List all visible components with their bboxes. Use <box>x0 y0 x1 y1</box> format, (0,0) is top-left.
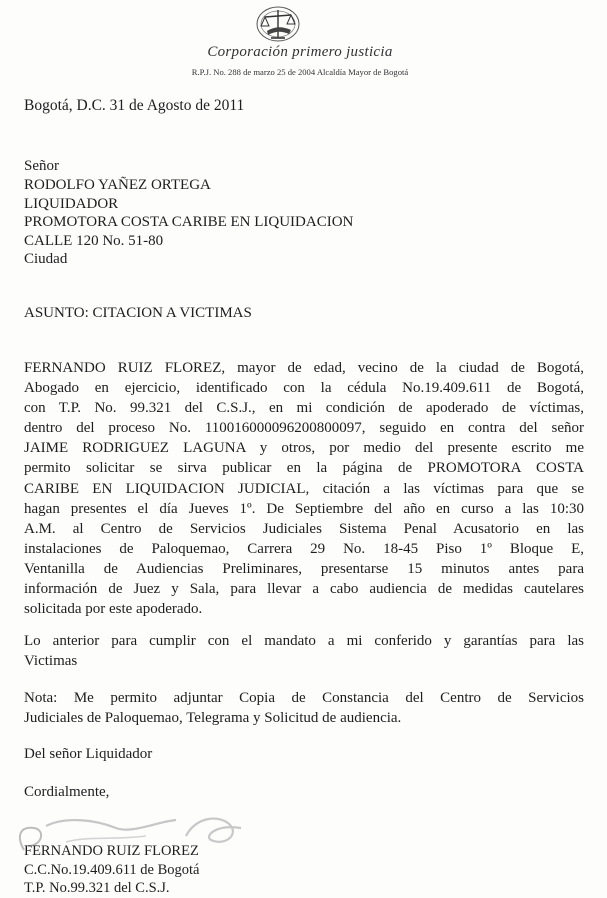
closing-line-1: Del señor Liquidador <box>24 746 153 762</box>
paragraph-line: información de Juez y Sala, para llevar a cabo audiencia de medidas cautelares <box>24 581 584 598</box>
paragraph-line: hagan presentes el día Jueves 1º. De Septiembre del año en curso a las 10:30 <box>24 500 584 517</box>
recipient-salutation: Señor <box>24 158 59 174</box>
signatory-id: C.C.No.19.409.611 de Bogotá <box>24 862 200 878</box>
paragraph-line: dentro del proceso No. 110016000096200800097, seguido en contra del señor <box>24 420 584 437</box>
paragraph-line: Victimas <box>24 653 78 670</box>
paragraph-line: JAIME RODRIGUEZ LAGUNA y otros, por medio del presente escrito me <box>24 440 584 457</box>
paragraph-line: Abogado en ejercicio, identificado con la cédula No.19.409.611 de Bogotá, <box>24 380 584 397</box>
letterhead <box>0 0 607 86</box>
paragraph-line: Judiciales de Paloquemao, Telegrama y Solicitud de audiencia. <box>24 710 402 727</box>
paragraph-line: instalaciones de Paloquemao, Carrera 29 No. 18-45 Piso 1º Bloque E, <box>24 540 584 557</box>
date-line: Bogotá, D.C. 31 de Agosto de 2011 <box>24 97 245 114</box>
signatory-name: FERNANDO RUIZ FLOREZ <box>24 843 199 859</box>
paragraph-line: CARIBE EN LIQUIDACION JUDICIAL, citación a las víctimas para que se <box>24 480 584 497</box>
organization-registration: R.P.J. No. 288 de marzo 25 de 2004 Alcaldía Mayor de Bogotá <box>191 67 409 77</box>
organization-name: Corporación primero justicia <box>207 44 393 60</box>
subject-line: ASUNTO: CITACION A VICTIMAS <box>24 305 252 321</box>
recipient-company: PROMOTORA COSTA CARIBE EN LIQUIDACION <box>24 214 354 230</box>
body-paragraph-1 <box>24 358 584 619</box>
signatory-professional-card: T.P. No.99.321 del C.S.J. <box>24 880 170 896</box>
closing-line-2: Cordialmente, <box>24 784 110 800</box>
paragraph-line: solicitada por este apoderado. <box>24 601 203 618</box>
paragraph-line: Nota: Me permito adjuntar Copia de Constancia del Centro de Servicios <box>24 690 584 706</box>
recipient-name: RODOLFO YAÑEZ ORTEGA <box>24 177 211 193</box>
paragraph-line: Lo anterior para cumplir con el mandato a mi conferido y garantías para las <box>24 633 584 649</box>
scales-of-justice-logo-icon <box>253 4 303 46</box>
paragraph-line: A.M. al Centro de Servicios Judiciales Sistema Penal Acusatorio en las <box>24 520 584 537</box>
body-paragraph-3 <box>24 688 584 728</box>
body-paragraph-2 <box>24 631 584 671</box>
recipient-address: CALLE 120 No. 51-80 <box>24 233 164 249</box>
paragraph-line: FERNANDO RUIZ FLOREZ, mayor de edad, vecino de la ciudad de Bogotá, <box>24 360 584 376</box>
paragraph-line: con T.P. No. 99.321 del C.S.J., en mi condición de apoderado de víctimas, <box>24 400 584 417</box>
paragraph-line: Ventanilla de Audiencias Preliminares, presentarse 15 minutos antes para <box>24 560 584 577</box>
recipient-city: Ciudad <box>24 251 68 267</box>
paragraph-line: permito solicitar se sirva publicar en la página de PROMOTORA COSTA <box>24 460 584 477</box>
recipient-role: LIQUIDADOR <box>24 196 119 212</box>
